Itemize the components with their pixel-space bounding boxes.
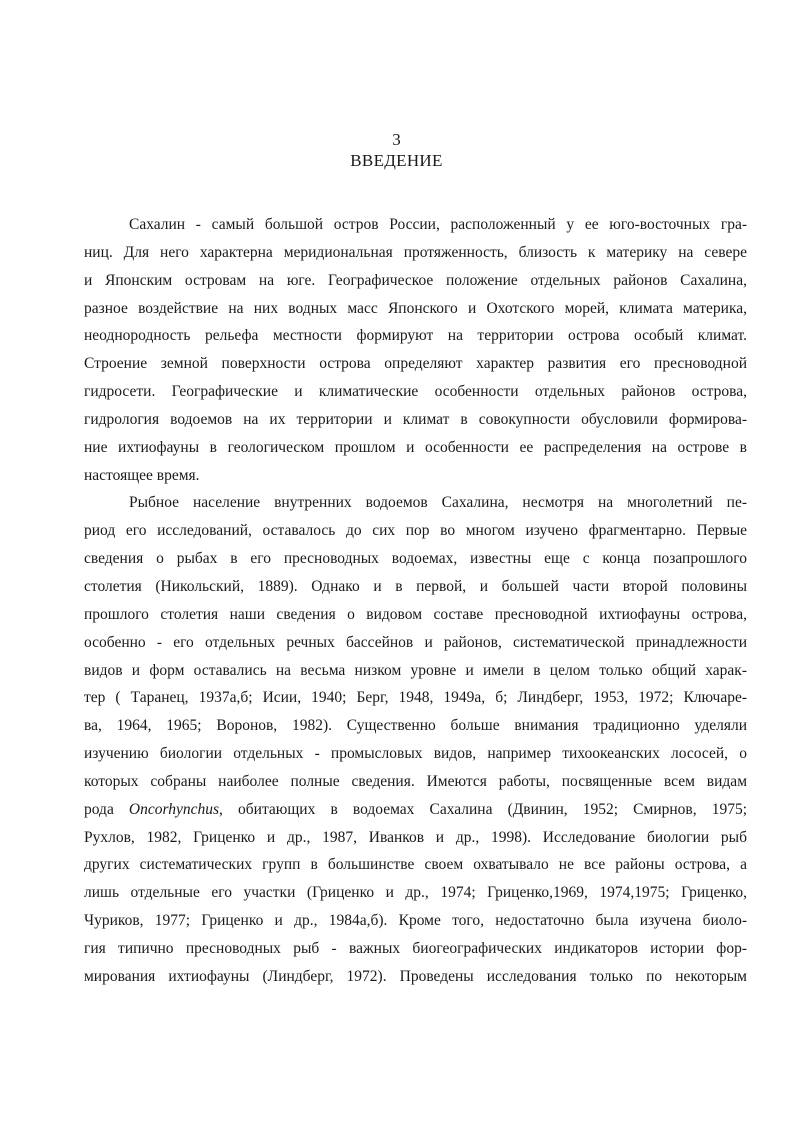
genus-prefix: рода [84, 800, 129, 818]
section-heading: ВВЕДЕНИЕ [350, 151, 443, 170]
text-line: тер ( Таранец, 1937а,б; Исии, 1940; Берг, 1948, 1949а, б; Линдберг, 1953, 1972; Ключаре- [84, 689, 747, 707]
text-line: других систематических групп в большинстве своем охватывало не все районы острова, а [84, 856, 747, 874]
text-line-with-genus [84, 796, 747, 824]
text-line: лишь отдельные его участки (Гриценко и др., 1974; Гриценко,1969, 1974,1975; Гриценко, [84, 884, 747, 902]
text-line: видов и форм оставались на весьма низком уровне и имели в целом только общий харак- [84, 661, 747, 679]
text-line: настоящее время. [84, 466, 200, 484]
text-line: неоднородность рельефа местности формируют на территории острова особый климат. [84, 327, 747, 345]
text-line: прошлого столетия наши сведения о видовом составе пресноводной ихтиофауны острова, [84, 605, 747, 623]
page-number: 3 [392, 130, 401, 149]
text-line: которых собраны наиболее полные сведения. Имеются работы, посвященные всем видам [84, 772, 747, 790]
text-line: особенно - его отдельных речных бассейнов и районов, систематической принадлежности [84, 633, 747, 651]
text-line: столетия (Никольский, 1889). Однако и в первой, и большей части второй половины [84, 577, 747, 595]
genus-suffix: , обитающих в водоемах Сахалина (Двинин, 1952; Смирнов, 1975; [219, 800, 747, 818]
text-line: изучению биологии отдельных - промысловых видов, например тихоокеанских лососей, о [84, 745, 747, 763]
text-line: гидрология водоемов на их территории и климат в совокупности обусловили формирова- [84, 410, 747, 428]
text-line: Строение земной поверхности острова определяют характер развития его пресноводной [84, 355, 747, 373]
text-line: гидросети. Географические и климатические особенности отдельных районов острова, [84, 383, 747, 401]
text-line: ва, 1964, 1965; Воронов, 1982). Существенно больше внимания традиционно уделяли [84, 717, 747, 735]
genus-name: Oncorhynchus [128, 800, 220, 818]
body-text [84, 211, 747, 991]
text-line: сведения о рыбах в его пресноводных водоемах, известны еще с конца позапрошлого [84, 550, 747, 568]
text-line: Рухлов, 1982, Гриценко и др., 1987, Иванков и др., 1998). Исследование биологии рыб [84, 828, 747, 846]
text-line: ние ихтиофауны в геологическом прошлом и особенности ее распределения на острове в [84, 438, 747, 456]
text-line: Сахалин - самый большой остров России, расположенный у ее юго-восточных гра- [129, 216, 747, 233]
text-line: мирования ихтиофауны (Линдберг, 1972). Проведены исследования только по некоторым [84, 967, 747, 985]
text-line: риод его исследований, оставалось до сих пор во многом изучено фрагментарно. Первые [84, 522, 747, 540]
text-line: Рыбное население внутренних водоемов Сахалина, несмотря на многолетний пе- [129, 494, 747, 512]
text-line: Чуриков, 1977; Гриценко и др., 1984а,б). Кроме того, недостаточно была изучена биоло- [84, 912, 747, 930]
text-line: и Японским островам на юге. Географическое положение отдельных районов Сахалина, [84, 271, 747, 289]
text-line: разное воздействие на них водных масс Японского и Охотского морей, климата материка, [84, 299, 747, 317]
text-line: гия типично пресноводных рыб - важных биогеографических индикаторов истории фор- [84, 939, 747, 957]
text-line: ниц. Для него характерна меридиональная протяженность, близость к материку на севере [84, 243, 747, 261]
